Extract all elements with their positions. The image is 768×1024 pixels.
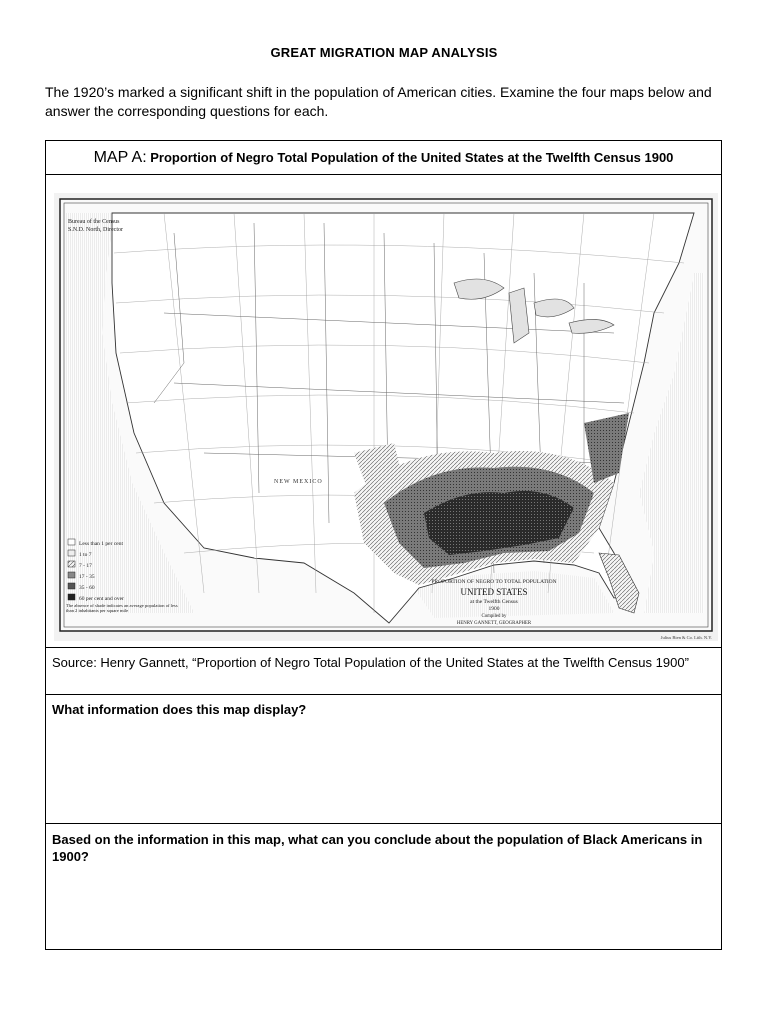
question-1: What information does this map display?	[46, 694, 721, 823]
cartouche-line-2: at the Twelfth Census	[470, 599, 518, 605]
map-engraver-note: Julius Bien & Co. Lith. N.Y.	[660, 635, 712, 640]
map-corner-note-2: S.N.D. North, Director	[68, 227, 123, 233]
map-a-heading	[46, 141, 721, 174]
legend-note: The absence of shade indicates an average population of less than 2 inhabitants per square mile	[66, 603, 178, 613]
legend-label-1: 1 to 7	[79, 552, 92, 558]
intro-paragraph: The 1920’s marked a significant shift in the population of American cities. Examine the four maps below and answer the corresponding questions for each.	[45, 84, 712, 119]
cartouche-line-1: UNITED STATES	[460, 587, 528, 597]
cartouche-line-4: Compiled by	[481, 614, 507, 619]
map-corner-note-1: Bureau of the Census	[68, 219, 120, 225]
worksheet-table	[45, 140, 722, 950]
map-a-image	[54, 193, 718, 641]
legend-label-4: 35 - 60	[79, 585, 95, 591]
legend-label-5: 60 per cent and over	[79, 596, 124, 602]
map-a-source: Source: Henry Gannett, “Proportion of Negro Total Population of the United States at the Twelfth Census 1900”	[46, 647, 721, 694]
map-a-cell	[46, 174, 721, 647]
cartouche-line-0: PROPORTION OF NEGRO TO TOTAL POPULATION	[431, 579, 557, 585]
question-2: Based on the information in this map, what can you conclude about the population of Black Americans in 1900?	[46, 823, 721, 949]
cartouche-line-3: 1900	[488, 606, 500, 612]
legend-label-2: 7 - 17	[79, 563, 92, 569]
legend-label-0: Less than 1 per cent	[79, 541, 123, 547]
map-state-label: NEW MEXICO	[274, 479, 323, 485]
map-a-label: MAP A:	[93, 149, 147, 166]
page-title: GREAT MIGRATION MAP ANALYSIS	[270, 45, 498, 60]
cartouche-line-5: HENRY GANNETT, GEOGRAPHER	[456, 621, 532, 626]
legend-label-3: 17 - 35	[79, 574, 95, 580]
map-a-title: Proportion of Negro Total Population of the United States at the Twelfth Census 1900	[146, 150, 674, 165]
